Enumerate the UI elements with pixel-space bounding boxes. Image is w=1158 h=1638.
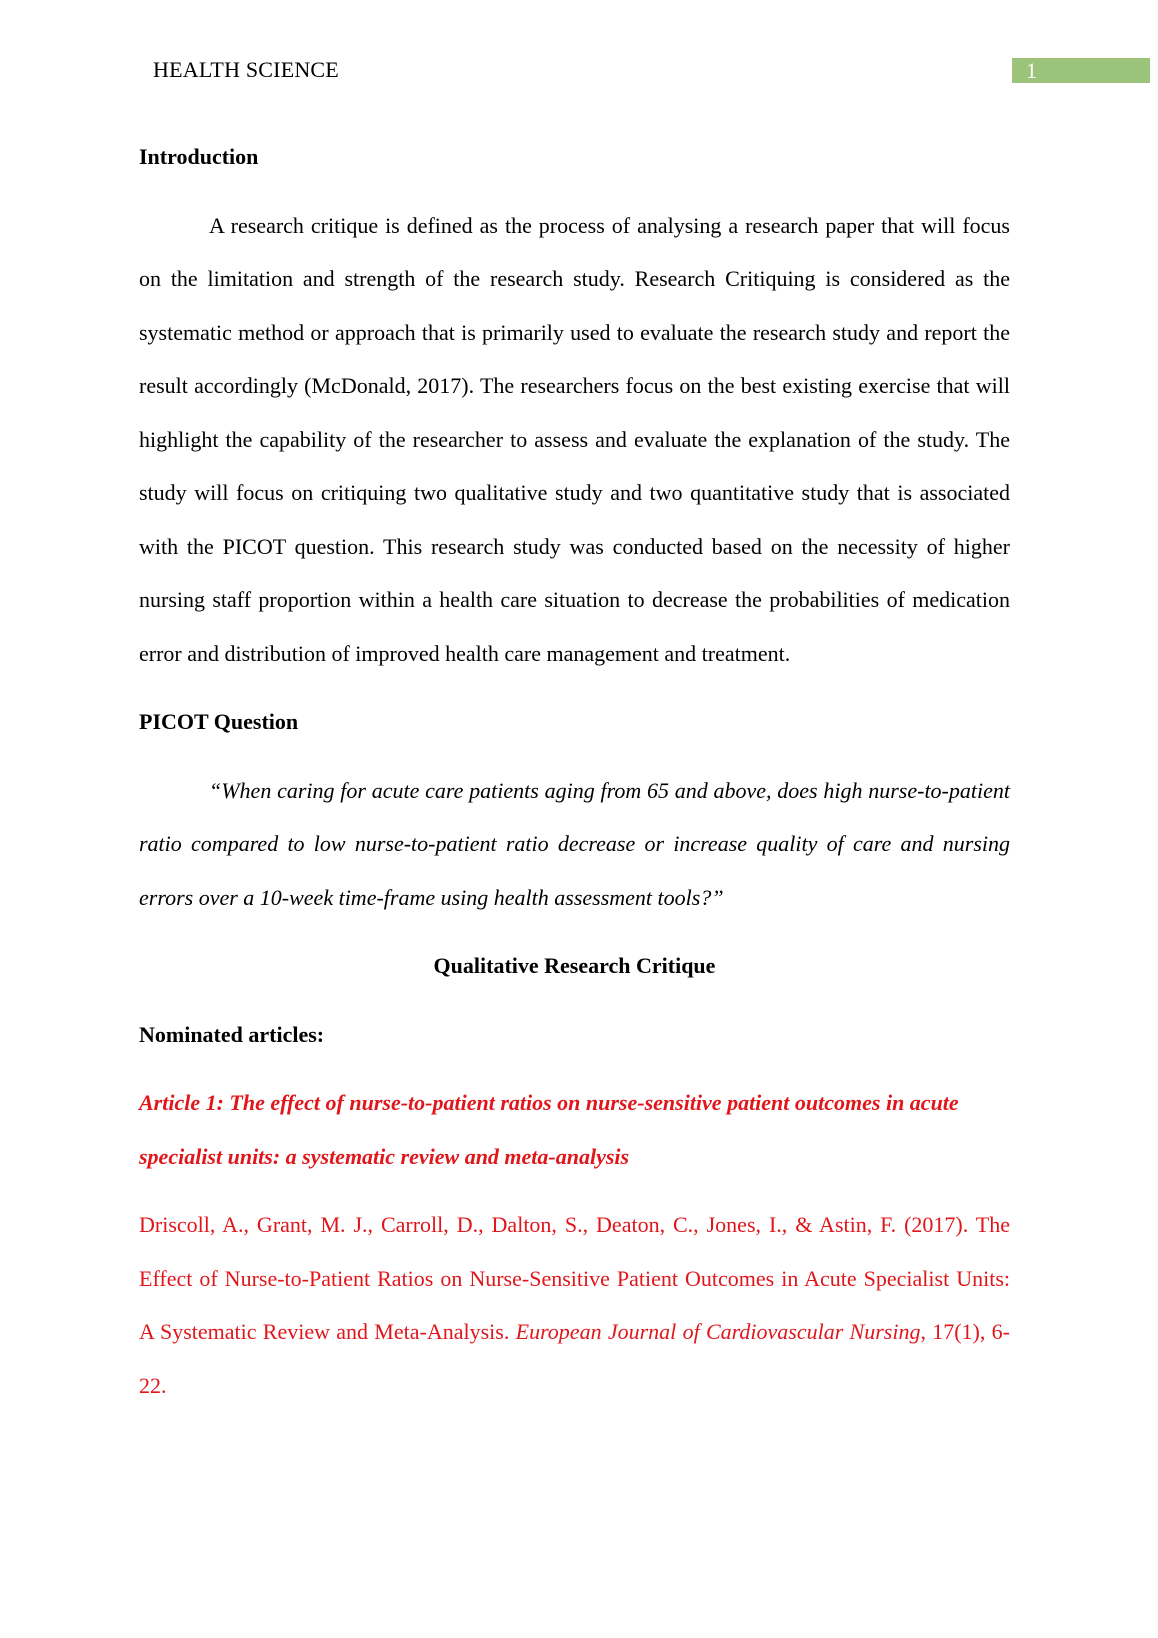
document-body xyxy=(139,130,1010,1412)
introduction-heading: Introduction xyxy=(139,144,259,169)
page-number: 1 xyxy=(1026,58,1037,83)
citation-journal: European Journal of Cardiovascular Nursing xyxy=(515,1319,921,1344)
introduction-paragraph: A research critique is defined as the process of analysing a research paper that will focus on the limitation and strength of the research study. Research Critiquing is considered as the systematic method or approach that is primarily used to evaluate the research study and report the result accordingly (McDonald, 2017). The researchers focus on the best existing exercise that will highlight the capability of the researcher to assess and evaluate the explanation of the study. The study will focus on critiquing two qualitative study and two quantitative study that is associated with the PICOT question. This research study was conducted based on the necessity of higher nursing staff proportion within a health care situation to decrease the probabilities of medication error and distribution of improved health care management and treatment. xyxy=(139,212,1010,666)
picot-heading: PICOT Question xyxy=(139,709,299,734)
nominated-articles-label: Nominated articles: xyxy=(139,1021,325,1047)
qualitative-heading: Qualitative Research Critique xyxy=(433,953,716,978)
picot-question: “When caring for acute care patients aging from 65 and above, does high nurse-to-patient ratio compared to low nurse-to-patient ratio decrease or increase quality of care and nursing errors over a 10-week time-frame using health assessment tools?” xyxy=(139,777,1010,910)
citation-main: Driscoll, A., Grant, M. J., Carroll, D., Dalton, S., Deaton, C., Jones, I., & Astin, F. (2017). The Effect of Nurse-to-Patient Ratios on Nurse-Sensitive Patient Outcomes in Acute Specialist Units: A Systematic Review and Meta-Analysis. xyxy=(139,1212,1010,1344)
article-1-citation xyxy=(139,1198,1010,1412)
article-1-title: Article 1: The effect of nurse-to-patient ratios on nurse-sensitive patient outcomes in acute specialist units: a systematic review and meta-analysis xyxy=(139,1090,959,1169)
page-number-badge xyxy=(1012,58,1150,83)
citation-tail: , 17(1), 6-22. xyxy=(139,1319,1010,1398)
running-head: HEALTH SCIENCE xyxy=(153,57,339,82)
